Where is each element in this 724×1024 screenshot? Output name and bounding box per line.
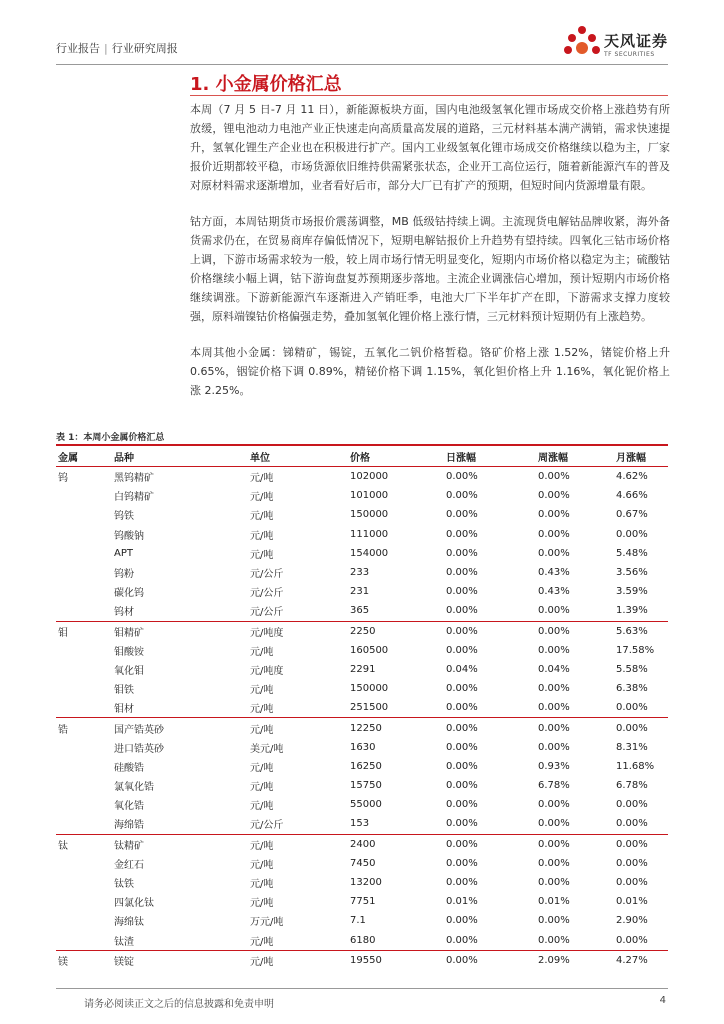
price-table-body [56, 467, 668, 970]
cell-daily-change: 0.00% [446, 547, 478, 559]
col-header-daily-change: 日涨幅 [444, 446, 536, 467]
cell-metal [56, 873, 112, 892]
cell-variety: 钼酸铵 [114, 646, 144, 658]
cell-weekly-change: 0.00% [536, 601, 614, 621]
cell-metal [56, 563, 112, 582]
cell-daily-change: 0.01% [446, 896, 478, 908]
cell-variety: 钨酸钠 [114, 530, 144, 542]
cell-daily-change: 0.00% [446, 644, 478, 656]
cell-metal [56, 641, 112, 660]
cell-daily-change: 0.00% [446, 528, 478, 540]
cell-daily-change: 0.00% [446, 954, 478, 966]
cell-daily-change: 0.00% [446, 683, 478, 695]
cell-variety: 钼材 [112, 698, 248, 718]
cell-monthly-change: 17.58% [616, 644, 655, 656]
logo-mark-icon [564, 26, 600, 62]
cell-metal [56, 795, 112, 814]
cell-unit: 元/吨 [248, 698, 348, 718]
cell-monthly-change: 0.67% [616, 509, 648, 521]
cell-unit: 元/公斤 [248, 814, 348, 834]
cell-price: 6180 [348, 931, 444, 951]
cell-price: 19550 [350, 954, 382, 966]
cell-daily-change: 0.00% [444, 931, 536, 951]
cell-monthly-change: 3.59% [616, 586, 648, 598]
table-row [56, 525, 668, 544]
table-row [56, 718, 668, 738]
cell-monthly-change: 6.38% [616, 683, 648, 695]
cell-price: 231 [350, 586, 370, 598]
cell-weekly-change: 0.00% [538, 915, 570, 927]
cell-variety: 海绵钛 [114, 917, 144, 929]
cell-monthly-change: 5.48% [616, 547, 648, 559]
cell-weekly-change: 6.78% [538, 780, 570, 792]
cell-price: 2400 [350, 838, 376, 850]
cell-variety: 海绵锆 [112, 814, 248, 834]
col-header-unit: 单位 [248, 446, 348, 467]
footer-disclaimer: 请务必阅读正文之后的信息披露和免责申明 [84, 999, 274, 1010]
price-table [56, 446, 668, 970]
cell-metal [56, 892, 112, 911]
cell-monthly-change: 4.27% [616, 954, 648, 966]
table-row [56, 698, 668, 718]
cell-unit: 元/吨 [250, 530, 274, 542]
cell-unit: 元/吨 [250, 859, 274, 871]
cell-daily-change: 0.00% [446, 760, 478, 772]
cell-price: 1630 [350, 741, 376, 753]
cell-monthly-change: 6.78% [616, 780, 648, 792]
cell-metal [56, 525, 112, 544]
cell-daily-change: 0.00% [446, 799, 478, 811]
cell-daily-change: 0.00% [444, 698, 536, 718]
cell-variety: 氧化锆 [114, 801, 144, 813]
cell-unit: 元/吨 [250, 511, 274, 523]
cell-monthly-change: 4.62% [616, 471, 648, 483]
cell-price: 7.1 [350, 915, 366, 927]
cell-weekly-change: 0.00% [538, 509, 570, 521]
cell-weekly-change: 0.43% [538, 567, 570, 579]
cell-daily-change: 0.00% [446, 509, 478, 521]
cell-metal [56, 814, 112, 834]
cell-daily-change: 0.00% [446, 567, 478, 579]
cell-price: 153 [348, 814, 444, 834]
cell-unit: 元/吨 [250, 549, 274, 561]
cell-variety: 碳化钨 [114, 588, 144, 600]
cell-unit: 元/吨 [250, 801, 274, 813]
cell-daily-change: 0.00% [446, 586, 478, 598]
table-row [56, 931, 668, 951]
cell-metal: 钨 [58, 473, 68, 485]
cell-price: 7751 [350, 896, 376, 908]
cell-monthly-change: 0.00% [616, 857, 648, 869]
cell-price: 101000 [350, 490, 389, 502]
cell-weekly-change: 0.00% [538, 683, 570, 695]
cell-price: 150000 [350, 509, 389, 521]
cell-daily-change: 0.00% [446, 877, 478, 889]
cell-monthly-change: 0.00% [614, 931, 668, 951]
cell-price: 16250 [350, 760, 382, 772]
table-row [56, 950, 668, 970]
logo-name-en: TF SECURITIES [603, 51, 655, 58]
cell-variety: APT [114, 547, 133, 559]
cell-monthly-change: 4.66% [616, 490, 648, 502]
table-header-row [56, 446, 668, 467]
cell-metal [56, 757, 112, 776]
title-divider [190, 95, 668, 96]
cell-daily-change: 0.00% [446, 857, 478, 869]
cell-weekly-change: 2.09% [538, 954, 570, 966]
cell-metal [56, 486, 112, 505]
table-row [56, 601, 668, 621]
cell-unit: 万元/吨 [250, 917, 284, 929]
table-row [56, 582, 668, 601]
cell-variety: 白钨精矿 [114, 492, 154, 504]
page-number: 4 [659, 995, 666, 1006]
cell-metal [56, 698, 112, 718]
cell-metal [56, 911, 112, 930]
cell-weekly-change: 0.00% [538, 547, 570, 559]
cell-variety: 硅酸锆 [114, 762, 144, 774]
cell-price: 154000 [350, 547, 389, 559]
table-row [56, 873, 668, 892]
cell-metal [56, 601, 112, 621]
header-divider [56, 64, 668, 65]
cell-monthly-change: 11.68% [616, 760, 655, 772]
cell-price: 160500 [350, 644, 389, 656]
cell-weekly-change: 0.00% [538, 490, 570, 502]
cell-monthly-change: 2.90% [616, 915, 648, 927]
table-row [56, 660, 668, 679]
cell-daily-change: 0.00% [446, 915, 478, 927]
cell-monthly-change: 0.00% [616, 799, 648, 811]
cell-unit: 元/吨 [250, 879, 274, 891]
cell-weekly-change: 0.01% [538, 896, 570, 908]
cell-weekly-change: 0.00% [538, 741, 570, 753]
cell-unit: 元/吨 [250, 898, 274, 910]
report-type: 行业报告 [56, 42, 100, 55]
table-row [56, 854, 668, 873]
table-row [56, 757, 668, 776]
cell-weekly-change: 0.04% [538, 663, 570, 675]
footer-divider [56, 988, 668, 989]
paragraph-other-metals: 本周其他小金属：锑精矿，锡锭，五氧化二钒价格暂稳。铬矿价格上涨 1.52%，锗锭价格上升 0.65%，铟锭价格下调 0.89%，精铋价格下调 1.15%，氧化钽价格上升 1.16%，氧化铌价格上涨 2.25%。 [190, 346, 670, 397]
cell-variety: 镁锭 [114, 956, 134, 968]
cell-price: 233 [350, 567, 370, 579]
table-row [56, 505, 668, 524]
cell-variety: 黑钨精矿 [114, 473, 154, 485]
table-row [56, 563, 668, 582]
cell-price: 12250 [350, 722, 382, 734]
cell-unit: 元/吨 [250, 685, 274, 697]
table-row [56, 814, 668, 834]
cell-metal [56, 931, 112, 951]
cell-metal [56, 738, 112, 757]
company-logo [564, 26, 668, 62]
cell-metal: 钛 [58, 840, 68, 852]
cell-weekly-change: 0.93% [538, 760, 570, 772]
cell-metal [56, 660, 112, 679]
cell-price: 111000 [350, 528, 389, 540]
cell-metal [56, 679, 112, 698]
table-row [56, 795, 668, 814]
cell-price: 55000 [350, 799, 382, 811]
table-row [56, 738, 668, 757]
section-title: 1. 小金属价格汇总 [190, 74, 342, 95]
cell-daily-change: 0.00% [446, 780, 478, 792]
table-row [56, 467, 668, 487]
cell-weekly-change: 0.00% [538, 722, 570, 734]
cell-metal [56, 582, 112, 601]
cell-variety: 钨铁 [114, 511, 134, 523]
cell-unit: 元/公斤 [250, 569, 284, 581]
cell-variety: 金红石 [114, 859, 144, 871]
cell-unit: 元/公斤 [248, 601, 348, 621]
col-header-price: 价格 [348, 446, 444, 467]
cell-metal [56, 776, 112, 795]
cell-metal [56, 544, 112, 563]
table-row [56, 679, 668, 698]
cell-unit: 元/吨 [250, 492, 274, 504]
cell-unit: 元/吨 [248, 931, 348, 951]
table-row [56, 776, 668, 795]
cell-metal: 钼 [58, 627, 68, 639]
cell-unit: 元/吨 [250, 724, 274, 736]
cell-monthly-change: 0.00% [616, 838, 648, 850]
report-header: 行业报告 | 行业研究周报 [56, 42, 178, 55]
cell-price: 13200 [350, 877, 382, 889]
cell-daily-change: 0.00% [444, 814, 536, 834]
cell-weekly-change: 0.00% [538, 838, 570, 850]
cell-price: 7450 [350, 857, 376, 869]
cell-weekly-change: 0.00% [536, 814, 614, 834]
cell-monthly-change: 1.39% [614, 601, 668, 621]
cell-variety: 钼精矿 [114, 627, 144, 639]
cell-metal: 镁 [58, 956, 68, 968]
cell-monthly-change: 0.00% [614, 698, 668, 718]
cell-weekly-change: 0.00% [536, 931, 614, 951]
cell-unit: 元/吨 [250, 646, 274, 658]
table-row [56, 892, 668, 911]
report-subtype: 行业研究周报 [111, 42, 178, 55]
cell-daily-change: 0.04% [446, 663, 478, 675]
col-header-metal: 金属 [56, 446, 112, 467]
cell-weekly-change: 0.00% [538, 799, 570, 811]
col-header-monthly-change: 月涨幅 [614, 446, 668, 467]
cell-unit: 美元/吨 [250, 743, 284, 755]
cell-unit: 元/吨度 [250, 665, 284, 677]
cell-unit: 元/公斤 [250, 588, 284, 600]
cell-weekly-change: 0.00% [538, 644, 570, 656]
cell-daily-change: 0.00% [446, 741, 478, 753]
cell-metal: 锆 [58, 724, 68, 736]
cell-unit: 元/吨 [250, 782, 274, 794]
table-caption: 表 1：本周小金属价格汇总 [56, 433, 165, 443]
cell-daily-change: 0.00% [444, 601, 536, 621]
cell-variety: 国产锆英砂 [114, 724, 164, 736]
logo-name-cn: 天风证券 [603, 32, 668, 50]
cell-monthly-change: 5.58% [616, 663, 648, 675]
table-row [56, 641, 668, 660]
table-row [56, 834, 668, 854]
cell-unit: 元/吨 [250, 840, 274, 852]
cell-price: 15750 [350, 780, 382, 792]
cell-variety: 钛渣 [112, 931, 248, 951]
cell-unit: 元/吨度 [250, 627, 284, 639]
cell-unit: 元/吨 [250, 762, 274, 774]
cell-variety: 钼铁 [114, 685, 134, 697]
cell-variety: 钨粉 [114, 569, 134, 581]
cell-metal [56, 505, 112, 524]
cell-monthly-change: 0.01% [616, 896, 648, 908]
cell-weekly-change: 0.00% [538, 857, 570, 869]
col-header-variety: 品种 [112, 446, 248, 467]
paragraph-lithium: 本周（7 月 5 日-7 月 11 日），新能源板块方面，国内电池级氢氧化锂市场成交价格上涨趋势有所放缓，锂电池动力电池产业正快速走向高质量高发展的道路，三元材料基本满产满销，需求快速提升，氢氧化锂生产企业也在积极进行扩产。国内工业级氢氧化锂市场成交价格继续以稳为主，厂家报价近期都较平稳，市场货源依旧维持供需紧张状态，企业开工高位运行，随着新能源汽车的普及对原材料需求逐渐增加，业者看好后市，部分大厂已有扩产的预期，但短时间内货源增量有限。 [190, 103, 670, 192]
cell-price: 2250 [350, 625, 376, 637]
cell-variety: 氧化钼 [114, 665, 144, 677]
cell-weekly-change: 0.00% [538, 625, 570, 637]
cell-daily-change: 0.00% [446, 838, 478, 850]
cell-weekly-change: 0.43% [538, 586, 570, 598]
cell-price: 2291 [350, 663, 376, 675]
cell-weekly-change: 0.00% [538, 877, 570, 889]
cell-price: 102000 [350, 471, 389, 483]
cell-variety: 氯氧化锆 [114, 782, 154, 794]
cell-variety: 四氯化钛 [114, 898, 154, 910]
cell-variety: 钨材 [112, 601, 248, 621]
cell-price: 150000 [350, 683, 389, 695]
cell-weekly-change: 0.00% [538, 528, 570, 540]
paragraph-cobalt: 钴方面，本周钴期货市场报价震荡调整，MB 低级钴持续上调。主流现货电解钴品牌收紧，海外备货需求仍在，在贸易商库存偏低情况下，短期电解钴报价上升趋势有望持续。四氧化三钴市场价格上调，下游市场需求较为一般，较上周市场行情无明显变化，短期内市场价格以稳定为主；硫酸钴价格继续小幅上调，钴下游询盘复苏预期逐步落地。主流企业调涨信心增加，预计短期内市场价格继续调涨。下游新能源汽车逐渐进入产销旺季，电池大厂下半年扩产在即，下游需求支撑力度较强，原料端镍钴价格偏强走势，叠加氢氧化锂价格上涨行情，三元材料预计短期仍有上涨趋势。 [190, 215, 670, 323]
table-row [56, 911, 668, 930]
cell-price: 365 [348, 601, 444, 621]
cell-monthly-change: 0.00% [614, 814, 668, 834]
cell-variety: 钛铁 [114, 879, 134, 891]
cell-monthly-change: 3.56% [616, 567, 648, 579]
table-row [56, 544, 668, 563]
cell-unit: 元/吨 [250, 473, 274, 485]
table-row [56, 486, 668, 505]
cell-daily-change: 0.00% [446, 625, 478, 637]
cell-variety: 进口锆英砂 [114, 743, 164, 755]
cell-weekly-change: 0.00% [536, 698, 614, 718]
cell-monthly-change: 0.00% [616, 877, 648, 889]
cell-variety: 钛精矿 [114, 840, 144, 852]
cell-monthly-change: 0.00% [616, 722, 648, 734]
cell-price: 251500 [348, 698, 444, 718]
cell-daily-change: 0.00% [446, 490, 478, 502]
cell-weekly-change: 0.00% [538, 471, 570, 483]
cell-daily-change: 0.00% [446, 471, 478, 483]
table-row [56, 621, 668, 641]
cell-unit: 元/吨 [250, 956, 274, 968]
cell-metal [56, 854, 112, 873]
cell-daily-change: 0.00% [446, 722, 478, 734]
cell-monthly-change: 8.31% [616, 741, 648, 753]
cell-monthly-change: 0.00% [616, 528, 648, 540]
cell-monthly-change: 5.63% [616, 625, 648, 637]
col-header-weekly-change: 周涨幅 [536, 446, 614, 467]
